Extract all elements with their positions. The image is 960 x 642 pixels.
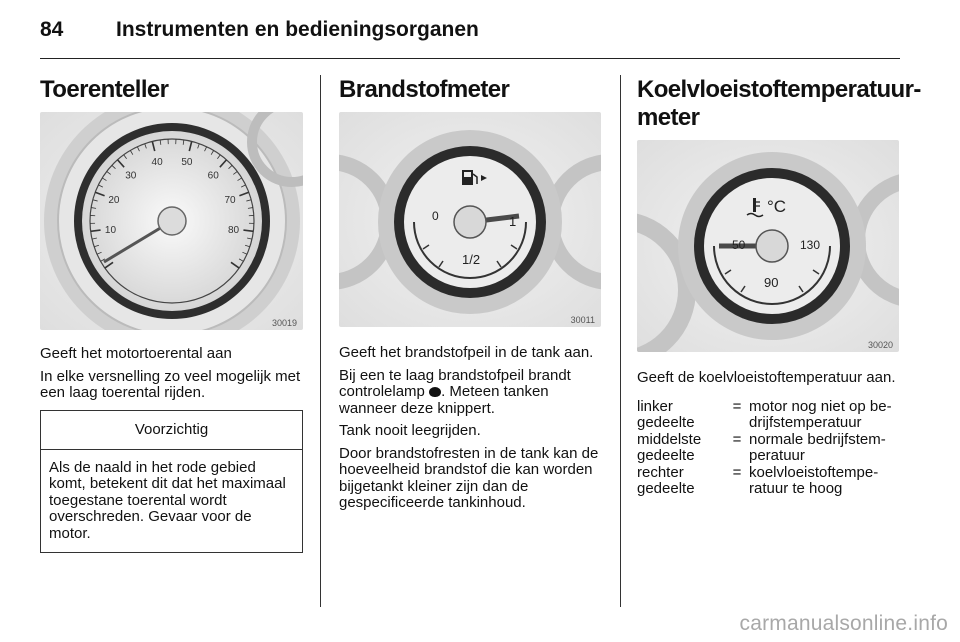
figure-number: 30020 [867,340,893,350]
chapter-title: Instrumenten en bedieningsorganen [116,18,479,41]
section-coolant-gauge [637,76,922,498]
caution-box [40,410,303,554]
tick-label: 50 [181,156,193,168]
paragraph: Geeft het motortoerental aan [40,345,232,362]
fuel-full-label: 1 [509,214,517,229]
caution-body: Als de naald in het rode gebied komt, betekent dit dat het maximaal toegestane toerental wordt overschreden. Gevaar voor de motor. [49,458,286,542]
legend-key: middelste gedeelte [637,430,702,464]
coolant-gauge-figure [637,140,899,352]
fuel-gauge-illustration [339,112,601,327]
tick-label: 80 [227,224,240,236]
needle-hub [158,207,186,235]
legend-separator: = [732,430,742,448]
section-heading-fuel-gauge: Brandstofmeter [339,76,510,103]
tick-label: 60 [207,170,219,182]
tick-label: 10 [104,224,117,236]
paragraph: Tank nooit leegrijden. [339,422,481,439]
tick-label: 40 [151,156,163,168]
legend-separator: = [732,397,742,415]
paragraph: Door brandstofresten in de tank kan de hoeveelheid brandstof die kan worden bijgetankt kleiner zijn dan de gespecificeerde tankinhoud. [339,444,599,511]
legend-row [637,432,902,465]
coolant-high-label: 130 [800,238,821,252]
header-rule [40,58,900,59]
section-heading-coolant-gauge: Koelvloeistoftemperatuurmeter [637,76,922,131]
coolant-legend-table [637,399,902,498]
legend-separator: = [732,463,742,481]
fuel-empty-label: 0 [432,209,439,223]
figure-number: 30019 [271,318,297,328]
paragraph: Geeft de koelvloeistoftemperatuur aan. [637,369,896,386]
tachometer-illustration [40,112,303,330]
coolant-gauge-illustration [637,140,899,352]
tick-label: 70 [224,195,236,207]
fuel-warning-lamp-icon [429,387,441,397]
coolant-mid-label: 90 [764,275,779,290]
fuel-gauge-figure [339,112,601,327]
caution-title: Voorzichtig [41,411,302,450]
legend-value: koelvloeistoftemperatuur te hoog [749,463,879,497]
column-divider-1 [320,75,321,607]
legend-key: rechter gedeelte [637,463,695,497]
page-number: 84 [40,18,64,41]
coolant-unit-label: °C [767,197,787,216]
legend-value: normale bedrijfstemperatuur [749,430,886,464]
tick-label: 20 [108,195,120,207]
column-divider-2 [620,75,621,607]
tachometer-figure [40,112,303,330]
legend-value: motor nog niet op bedrijfstemperatuur [749,397,892,431]
tick-label: 30 [125,170,137,182]
fuel-half-label: 1/2 [462,252,481,267]
coolant-low-label: 50 [732,238,746,252]
paragraph: Geeft het brandstofpeil in de tank aan. [339,344,594,361]
section-heading-tachometer: Toerenteller [40,76,169,103]
legend-row [637,399,902,432]
legend-key: linker gedeelte [637,397,695,431]
legend-row [637,465,902,498]
paragraph: In elke versnelling zo veel mogelijk met een laag toerental rijden. [40,367,301,401]
section-fuel-gauge [339,76,601,518]
watermark: carmanualsonline.info [739,612,948,635]
section-tachometer [40,76,303,553]
paragraph: Bij een te laag brandstofpeil brandt controlelamp . Meteen tanken wanneer deze knippert. [339,366,571,417]
figure-number: 30011 [570,315,595,325]
